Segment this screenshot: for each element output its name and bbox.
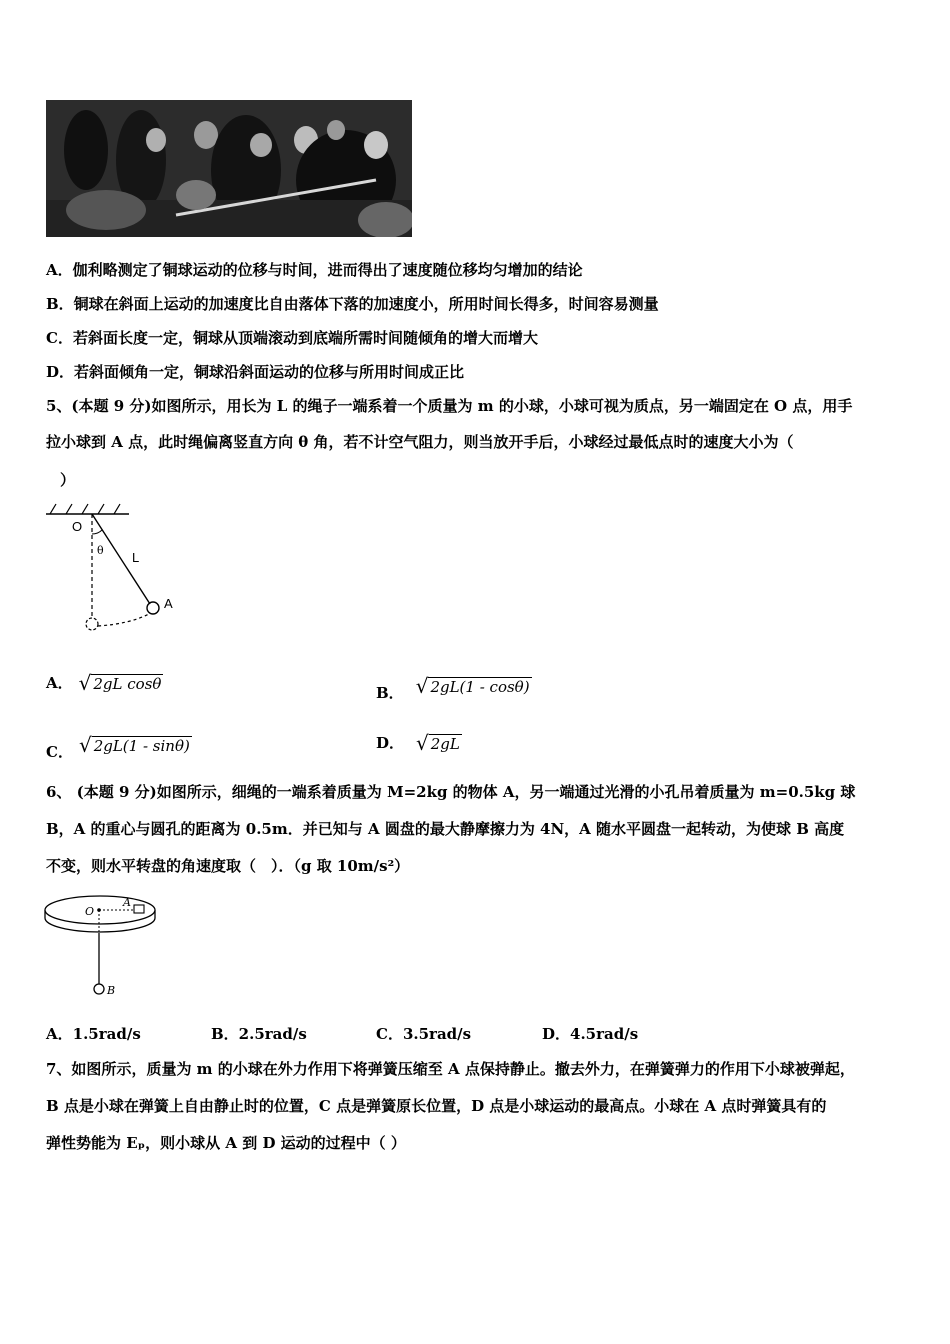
q4-option-d: D．若斜面倾角一定，铜球沿斜面运动的位移与所用时间成正比 bbox=[46, 363, 465, 381]
q5-option-c bbox=[46, 727, 192, 762]
pendulum-label-o: O bbox=[72, 519, 83, 534]
q7-stem-line1: 7、如图所示，质量为 m 的小球在外力作用下将弹簧压缩至 A 点保持静止。撤去外力，在弹簧弹力的作用下小球被弹起， bbox=[46, 1060, 855, 1078]
q5-stem-line3: ） bbox=[60, 471, 76, 489]
q7-stem-line2: B 点是小球在弹簧上自由静止时的位置，C 点是弹簧原长位置，D 点是小球运动的最高点。小球在 A 点时弹簧具有的 bbox=[46, 1097, 827, 1115]
q5-option-b bbox=[376, 668, 532, 703]
q6-option-a: A．1.5rad/s bbox=[46, 1025, 141, 1043]
q6-option-d: D．4.5rad/s bbox=[542, 1025, 639, 1043]
q5-option-c-expr: √ 2gL(1 - sinθ) bbox=[78, 732, 190, 757]
q5-option-d-letter: D． bbox=[376, 734, 405, 752]
q5-stem-line1: 5、(本题 9 分)如图所示，用长为 L 的绳子一端系着一个质量为 m 的小球，小球可视为质点，另一端固定在 O 点，用手 bbox=[46, 397, 853, 415]
galileo-painting-image bbox=[46, 100, 412, 237]
q5-option-c-radicand: 2gL(1 - sinθ) bbox=[93, 736, 190, 755]
q5-option-b-letter: B． bbox=[376, 684, 404, 702]
q5-option-a-radicand: 2gL cosθ bbox=[93, 674, 162, 693]
q4-option-a: A．伽利略测定了铜球运动的位移与时间，进而得出了速度随位移均匀增加的结论 bbox=[46, 261, 583, 279]
q5-option-d-radicand: 2gL bbox=[430, 734, 460, 753]
q6-stem-line1: 6、 (本题 9 分)如图所示，细绳的一端系着质量为 M=2kg 的物体 A，另一端通过光滑的小孔吊着质量为 m=0.5kg 球 bbox=[46, 783, 856, 801]
pendulum-label-l: L bbox=[132, 550, 140, 565]
q6-option-b: B．2.5rad/s bbox=[211, 1025, 307, 1043]
pendulum-label-theta: θ bbox=[97, 544, 104, 557]
pendulum-figure bbox=[44, 500, 194, 640]
pendulum-label-a: A bbox=[164, 596, 173, 611]
turntable-label-o: O bbox=[85, 905, 95, 918]
q5-stem-line2: 拉小球到 A 点，此时绳偏离竖直方向 θ 角，若不计空气阻力，则当放开手后，小球经过最低点时的速度大小为（ bbox=[46, 433, 794, 451]
q5-option-d bbox=[376, 732, 462, 753]
turntable-label-a: A bbox=[123, 896, 131, 909]
q5-option-b-radicand: 2gL(1 - cosθ) bbox=[430, 677, 530, 696]
q5-option-c-letter: C． bbox=[46, 743, 73, 761]
turntable-figure bbox=[42, 888, 162, 1003]
q5-option-b-expr: √ 2gL(1 - cosθ) bbox=[415, 673, 530, 698]
q5-option-d-expr: √ 2gL bbox=[416, 730, 460, 755]
q5-option-a-expr: √ 2gL cosθ bbox=[78, 670, 162, 695]
q7-stem-line3: 弹性势能为 Eₚ，则小球从 A 到 D 运动的过程中（ ） bbox=[46, 1134, 406, 1152]
q4-option-b: B．铜球在斜面上运动的加速度比自由落体下落的加速度小，所用时间长得多，时间容易测量 bbox=[46, 295, 659, 313]
q5-option-a-letter: A． bbox=[46, 674, 73, 692]
turntable-label-b: B bbox=[107, 984, 116, 997]
q6-option-c: C．3.5rad/s bbox=[376, 1025, 472, 1043]
q4-option-c: C．若斜面长度一定，铜球从顶端滚动到底端所需时间随倾角的增大而增大 bbox=[46, 329, 538, 347]
q5-option-a bbox=[46, 672, 163, 693]
q6-stem-line2: B，A 的重心与圆孔的距离为 0.5m．并已知与 A 圆盘的最大静摩擦力为 4N，A 随水平圆盘一起转动，为使球 B 高度 bbox=[46, 820, 845, 838]
q6-stem-line3: 不变，则水平转盘的角速度取（ ）．（g 取 10m/s²） bbox=[46, 857, 410, 875]
